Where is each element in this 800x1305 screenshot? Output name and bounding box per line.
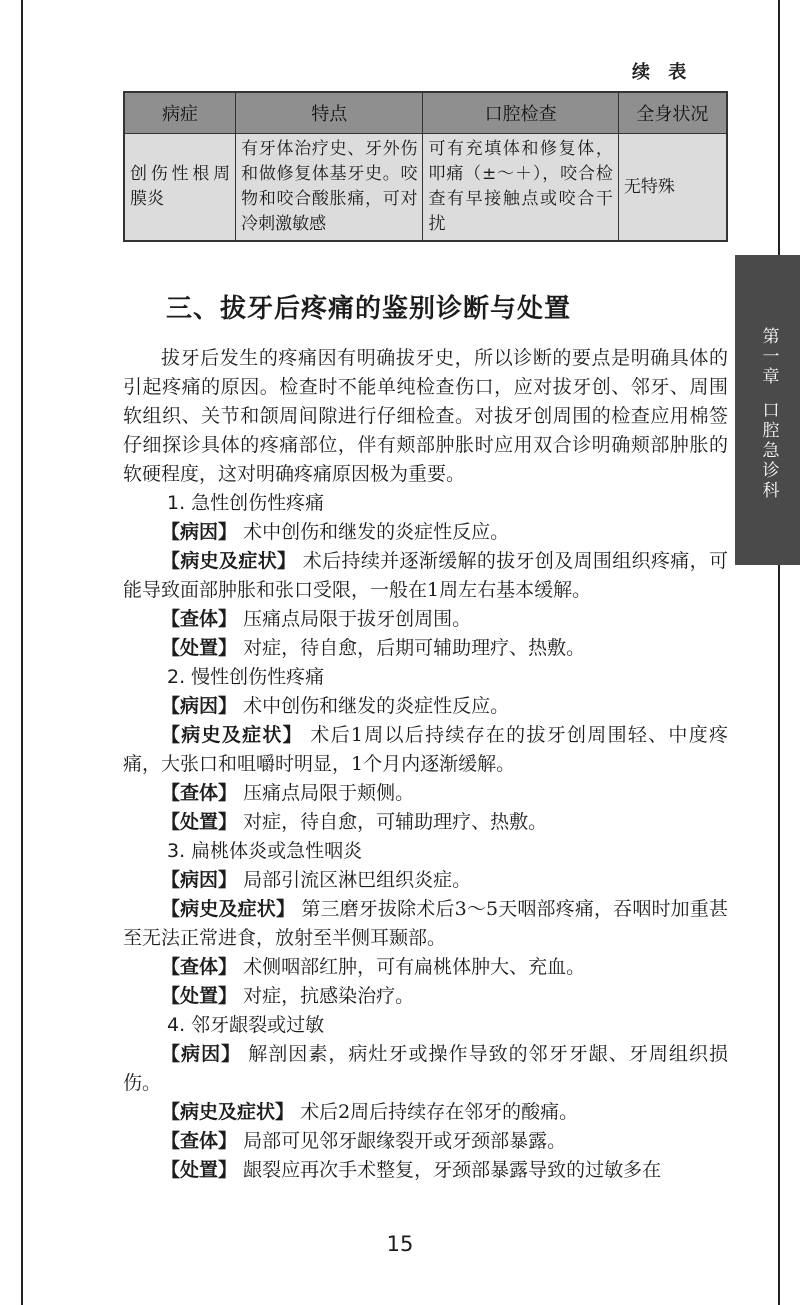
history-text: 术后2周后持续存在邻牙的酸痛。 <box>300 1101 579 1123</box>
table-cell: 可有充填体和修复体，叩痛（±～＋），咬合检查有早接触点或咬合干扰 <box>423 134 618 242</box>
label-history: 【病史及症状】 <box>161 724 303 746</box>
page-frame-right <box>778 0 780 1305</box>
chapter-side-text <box>760 327 782 501</box>
item-history <box>123 547 728 605</box>
label-exam: 【查体】 <box>161 1130 238 1152</box>
intro-paragraph: 拔牙后发生的疼痛因有明确拔牙史，所以诊断的要点是明确具体的引起疼痛的原因。检查时不能单纯检查伤口，应对拔牙创、邻牙、周围软组织、关节和颌周间隙进行仔细检查。对拔牙创周围的检查应用棉签仔细探诊具体的疼痛部位，伴有颊部肿胀时应用双合诊明确颊部肿胀的软硬程度，这对明确疼痛原因极为重要。 <box>123 347 728 485</box>
cause-text: 术中创伤和继发的炎症性反应。 <box>243 521 510 543</box>
label-treat: 【处置】 <box>161 811 238 833</box>
table-cell: 有牙体治疗史、牙外伤和做修复体基牙史。咬物和咬合酸胀痛，可对冷刺激敏感 <box>236 134 423 242</box>
exam-text: 术侧咽部红肿，可有扁桃体肿大、充血。 <box>243 956 586 978</box>
item-exam <box>123 779 728 808</box>
item-heading: 1. 急性创伤性疼痛 <box>167 492 325 514</box>
page-number: 15 <box>386 1232 414 1256</box>
cause-text: 局部引流区淋巴组织炎症。 <box>243 869 472 891</box>
treat-text: 龈裂应再次手术整复，牙颈部暴露导致的过敏多在 <box>243 1159 662 1181</box>
item-heading: 2. 慢性创伤性疼痛 <box>167 666 325 688</box>
diagnosis-table <box>123 91 728 242</box>
body-text <box>123 344 728 1185</box>
label-exam: 【查体】 <box>161 608 238 630</box>
chapter-side-tab <box>735 255 800 565</box>
cause-text: 解剖因素，病灶牙或操作导致的邻牙牙龈、牙周组织损伤。 <box>123 1043 728 1094</box>
treat-text: 对症，待自愈，可辅助理疗、热敷。 <box>243 811 548 833</box>
item-exam <box>123 1127 728 1156</box>
continued-label: 续 表 <box>632 62 693 83</box>
history-text: 术后1周以后持续存在的拔牙创周围轻、中度疼痛，大张口和咀嚼时明显，1个月内逐渐缓解。 <box>123 724 728 775</box>
label-history: 【病史及症状】 <box>161 898 296 920</box>
item-cause <box>123 692 728 721</box>
treat-text: 对症，抗感染治疗。 <box>243 985 415 1007</box>
item-cause <box>123 518 728 547</box>
label-cause: 【病因】 <box>161 869 238 891</box>
label-treat: 【处置】 <box>161 1159 238 1181</box>
exam-text: 压痛点局限于颊侧。 <box>243 782 415 804</box>
item-heading: 4. 邻牙龈裂或过敏 <box>167 1014 325 1036</box>
label-treat: 【处置】 <box>161 637 238 659</box>
item-heading: 3. 扁桃体炎或急性咽炎 <box>167 840 363 862</box>
table-cell: 无特殊 <box>618 134 727 242</box>
table-header: 特点 <box>236 92 423 134</box>
table-header: 口腔检查 <box>423 92 618 134</box>
table-header: 全身状况 <box>618 92 727 134</box>
item-history <box>123 721 728 779</box>
table-row <box>124 134 727 242</box>
exam-text: 局部可见邻牙龈缘裂开或牙颈部暴露。 <box>243 1130 567 1152</box>
table-header: 病症 <box>124 92 236 134</box>
label-treat: 【处置】 <box>161 985 238 1007</box>
label-history: 【病史及症状】 <box>161 550 297 572</box>
item-cause <box>123 1040 728 1098</box>
label-history: 【病史及症状】 <box>161 1101 295 1123</box>
item-treat <box>123 982 728 1011</box>
item-treat <box>123 1156 728 1185</box>
item-history <box>123 1098 728 1127</box>
cause-text: 术中创伤和继发的炎症性反应。 <box>243 695 510 717</box>
history-text: 第三磨牙拔除术后3～5天咽部疼痛，吞咽时加重甚至无法正常进食，放射至半侧耳颞部。 <box>123 898 728 949</box>
label-exam: 【查体】 <box>161 956 238 978</box>
history-text: 术后持续并逐渐缓解的拔牙创及周围组织疼痛，可能导致面部肿胀和张口受限，一般在1周左右基本缓解。 <box>123 550 728 601</box>
item-history <box>123 895 728 953</box>
item-exam <box>123 953 728 982</box>
item-treat <box>123 634 728 663</box>
table-header-row <box>124 92 727 134</box>
label-cause: 【病因】 <box>161 521 238 543</box>
label-cause: 【病因】 <box>161 1043 242 1065</box>
chapter-title: 口腔急诊科 <box>762 401 780 501</box>
treat-text: 对症，待自愈，后期可辅助理疗、热敷。 <box>243 637 586 659</box>
section-title: 三、拔牙后疼痛的鉴别诊断与处置 <box>166 294 572 324</box>
item-exam <box>123 605 728 634</box>
item-cause <box>123 866 728 895</box>
page-frame-left <box>21 0 23 1305</box>
label-cause: 【病因】 <box>161 695 238 717</box>
table-cell: 创伤性根周膜炎 <box>124 134 236 242</box>
exam-text: 压痛点局限于拔牙创周围。 <box>243 608 472 630</box>
chapter-number: 第一章 <box>762 327 780 387</box>
item-treat <box>123 808 728 837</box>
label-exam: 【查体】 <box>161 782 238 804</box>
